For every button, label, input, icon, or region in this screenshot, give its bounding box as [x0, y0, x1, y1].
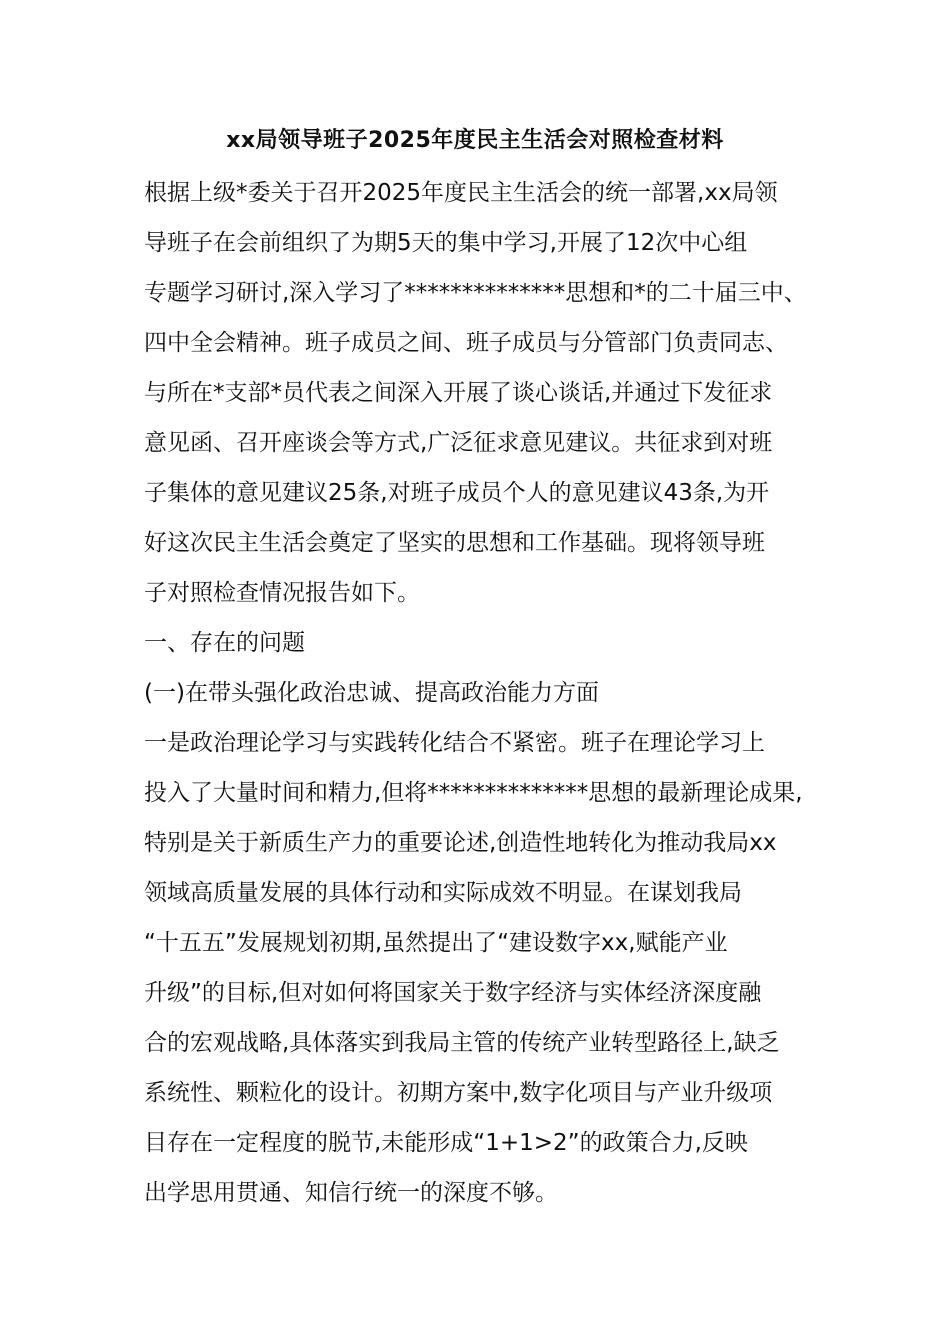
section-heading: 一、存在的问题 [144, 630, 305, 656]
paragraph-line: 根据上级*委关于召开2025年度民主生活会的统一部署,xx局领 [144, 180, 778, 206]
paragraph-line: 出学思用贯通、知信行统一的深度不够。 [144, 1180, 558, 1206]
paragraph-line: “十五五”发展规划初期,虽然提出了“建设数字xx,赋能产业 [144, 930, 728, 956]
paragraph-line: 与所在*支部*员代表之间深入开展了谈心谈话,并通过下发征求 [144, 380, 773, 406]
paragraph-line: 特别是关于新质生产力的重要论述,创造性地转化为推动我局xx [144, 830, 777, 856]
paragraph-line: 子对照检查情况报告如下。 [144, 580, 420, 606]
document-title: xx局领导班子2025年度民主生活会对照检查材料 [226, 128, 724, 153]
paragraph-line: 专题学习研讨,深入学习了**************思想和*的二十届三中、 [144, 280, 807, 306]
paragraph-line: 四中全会精神。班子成员之间、班子成员与分管部门负责同志、 [144, 330, 788, 356]
paragraph-line: 好这次民主生活会奠定了坚实的思想和工作基础。现将领导班 [144, 530, 765, 556]
paragraph-line: 合的宏观战略,具体落实到我局主管的传统产业转型路径上,缺乏 [144, 1030, 780, 1056]
paragraph-line: 目存在一定程度的脱节,未能形成“1+1>2”的政策合力,反映 [144, 1130, 748, 1156]
document-body [144, 172, 824, 1222]
paragraph-line: 投入了大量时间和精力,但将**************思想的最新理论成果, [144, 780, 803, 806]
paragraph-line: 领域高质量发展的具体行动和实际成效不明显。在谋划我局 [144, 880, 742, 906]
paragraph-line: 升级”的目标,但对如何将国家关于数字经济与实体经济深度融 [144, 980, 762, 1006]
paragraph-line: 一是政治理论学习与实践转化结合不紧密。班子在理论学习上 [144, 730, 765, 756]
paragraph-line: 子集体的意见建议25条,对班子成员个人的意见建议43条,为开 [144, 480, 770, 506]
subsection-heading: (一)在带头强化政治忠诚、提高政治能力方面 [144, 680, 599, 706]
paragraph-line: 意见函、召开座谈会等方式,广泛征求意见建议。共征求到对班 [144, 430, 773, 456]
paragraph-line: 导班子在会前组织了为期5天的集中学习,开展了12次中心组 [144, 230, 748, 256]
paragraph-line: 系统性、颗粒化的设计。初期方案中,数字化项目与产业升级项 [144, 1080, 773, 1106]
